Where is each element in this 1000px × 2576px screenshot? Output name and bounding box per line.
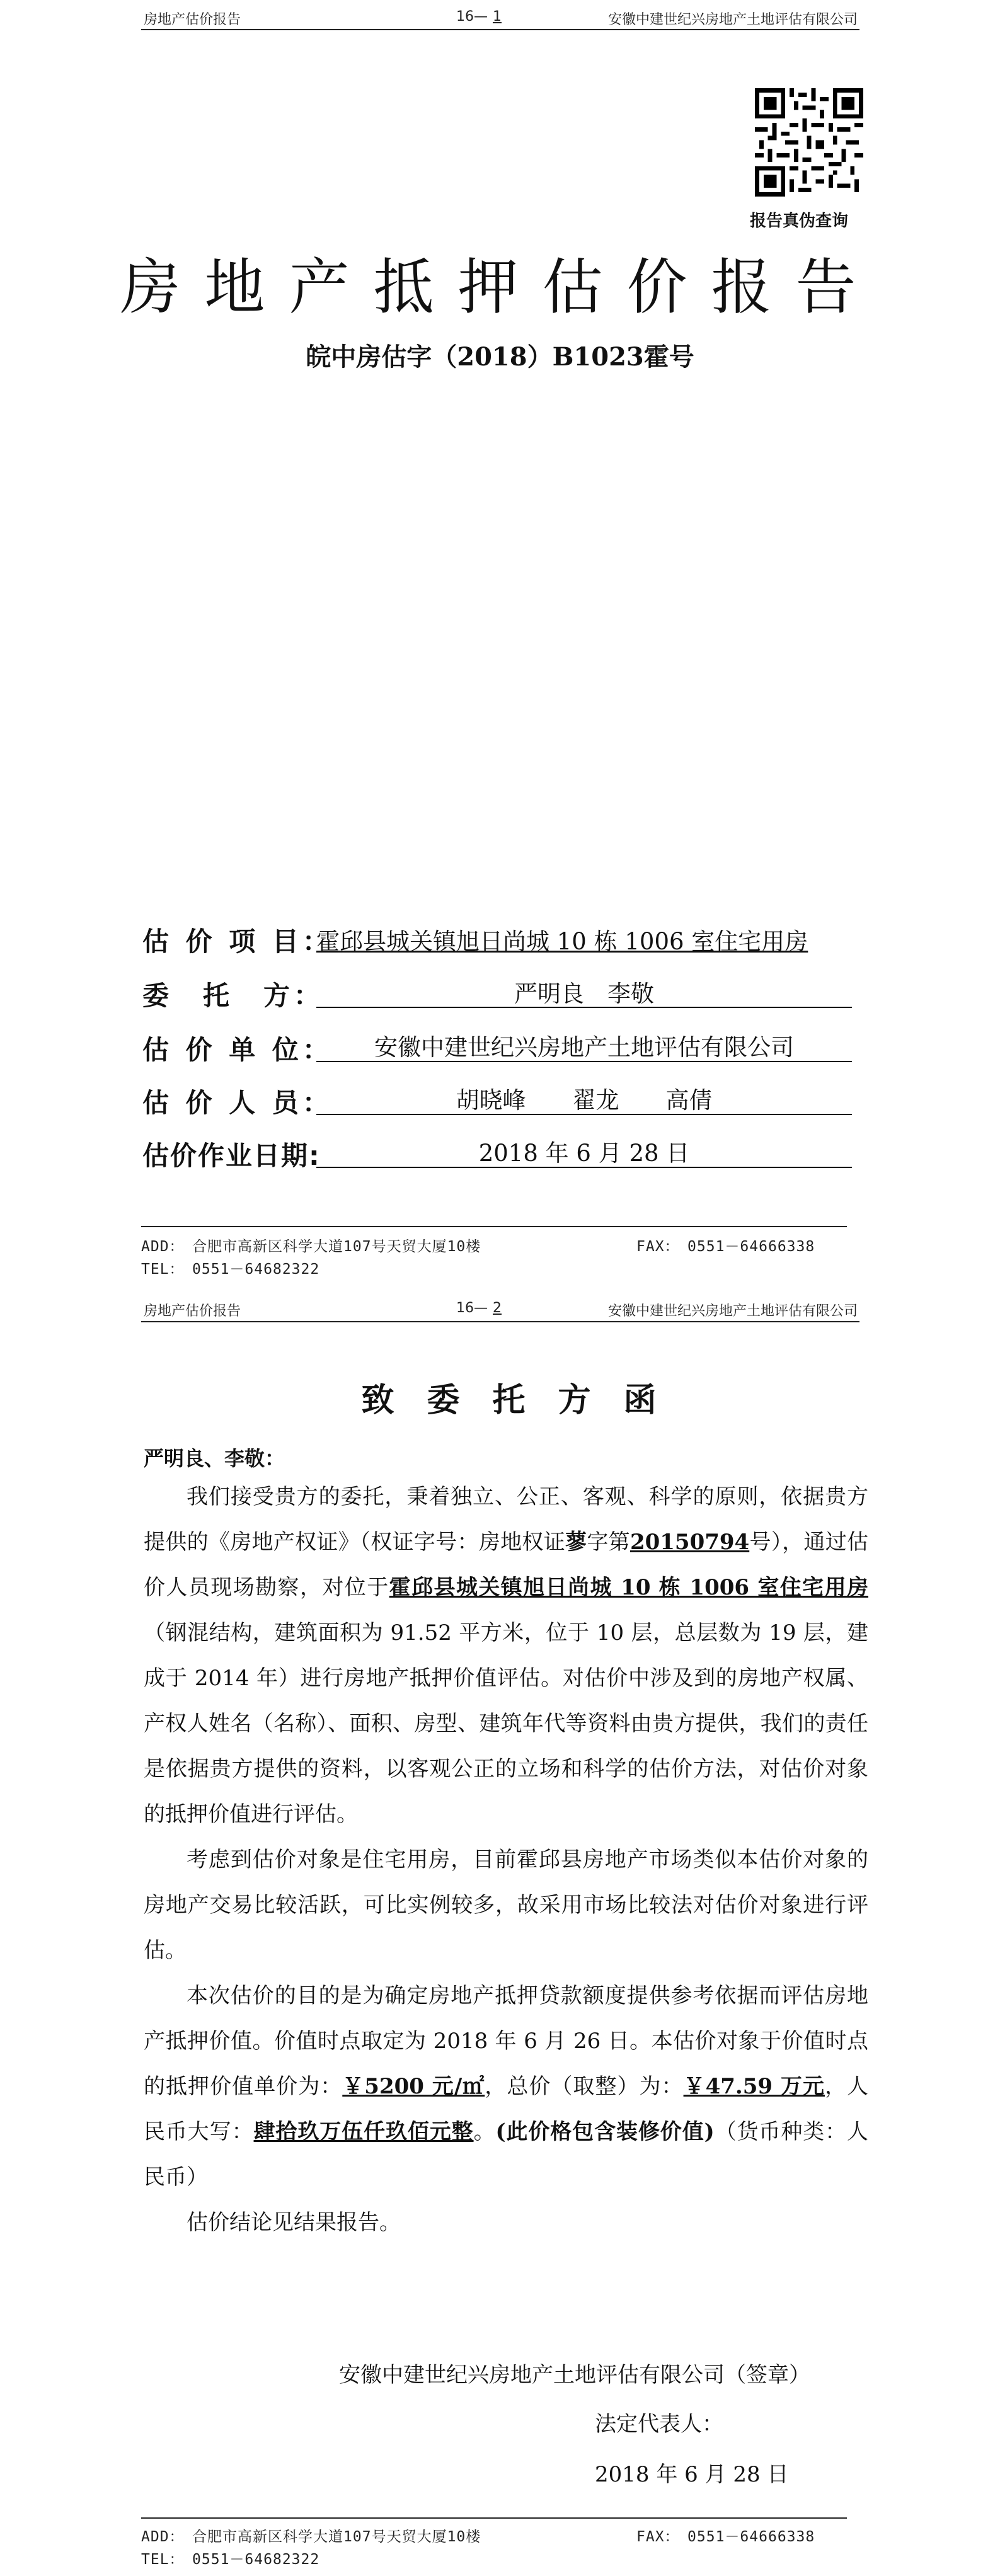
field-value-project: 霍邱县城关镇旭日尚城 10 栋 1006 室住宅用房 xyxy=(316,928,808,955)
header-right: 安徽中建世纪兴房地产土地评估有限公司 xyxy=(607,12,858,28)
p1-text-a: 我们接受贵方的委托，秉着独立、公正、客观、科学的原则，依据贵方提供的《房地产权证》（权证字号：房地权证 xyxy=(144,1484,868,1555)
report-number: 皖中房估字（2018）B1023霍号 xyxy=(306,342,694,372)
p3-text-g: 。 xyxy=(473,2119,496,2144)
report-title: 房地产抵押估价报告 xyxy=(120,252,880,323)
footer-rule xyxy=(141,1226,847,1227)
p1-text-c: 字第 xyxy=(587,1530,630,1555)
field-value-client: 严明良 李敬 xyxy=(514,980,654,1007)
unit-underline xyxy=(316,1061,852,1062)
p1-district: 蓼 xyxy=(565,1530,587,1555)
p1-property-address: 霍邱县城关镇旭日尚城 10 栋 1006 室住宅用房 xyxy=(389,1575,869,1600)
footer-fax: FAX： 0551－64666338 xyxy=(636,2529,815,2545)
paragraph-2: 考虑到估价对象是住宅用房，目前霍邱县房地产市场类似本估价对象的房地产交易比较活跃，可比实例较多，故采用市场比较法对估价对象进行评估。 xyxy=(144,1847,868,1963)
p1-cert-number: 20150794 xyxy=(629,1530,750,1555)
letter-title: 致委托方函 xyxy=(361,1382,689,1419)
footer-rule xyxy=(141,2517,847,2519)
paragraph-3 xyxy=(144,1973,868,2200)
header-page-number: 2 xyxy=(493,1300,502,1316)
field-label-appraisers: 估 价 人 员： xyxy=(142,1087,333,1118)
header-right: 安徽中建世纪兴房地产土地评估有限公司 xyxy=(607,1303,858,1319)
p3-currency: （货币种类：人民币） xyxy=(144,2119,869,2190)
header-prefix: 16— xyxy=(456,1300,488,1316)
header-rule xyxy=(141,1321,859,1322)
footer-tel: TEL： 0551－64682322 xyxy=(141,2551,320,2568)
field-value-date: 2018 年 6 月 28 日 xyxy=(478,1140,690,1167)
p3-unit-price: ￥5200 元/㎡ xyxy=(342,2074,485,2099)
p3-text-c: ，总价（取整）为： xyxy=(485,2074,684,2099)
footer-fax: FAX： 0551－64666338 xyxy=(636,1239,815,1255)
header-page xyxy=(456,1300,507,1316)
field-label-project: 估 价 项 目： xyxy=(142,926,333,957)
footer-address: ADD： 合肥市高新区科学大道107号天贸大厦10楼 xyxy=(141,2529,481,2545)
field-label-appraiser-unit: 估 价 单 位： xyxy=(142,1034,333,1065)
p1-text-e: 号），通过估价人员现场勘察，对位于 xyxy=(144,1530,869,1600)
paragraph-4: 估价结论见结果报告。 xyxy=(187,2210,401,2235)
p3-decoration-note: (此价格包含装修价值) xyxy=(495,2119,715,2144)
footer-address: ADD： 合肥市高新区科学大道107号天贸大厦10楼 xyxy=(141,1239,481,1255)
p3-amount-in-words: 肆拾玖万伍仟玖佰元整 xyxy=(253,2119,474,2144)
p3-text-a: 本次估价的目的是为确定房地产抵押贷款额度提供参考依据而评估房地产抵押价值。价值时点取定为 2018 年 6 月 26 日。本估价对象于价值时点的抵押价值单价为： xyxy=(144,1983,868,2099)
field-label-date: 估价作业日期: xyxy=(142,1140,321,1171)
footer-tel: TEL： 0551－64682322 xyxy=(141,1261,320,1278)
header-prefix: 16— xyxy=(456,9,488,25)
p1-text-g: （钢混结构，建筑面积为 91.52 平方米，位于 10 层，总层数为 19 层，建成于 2014 年）进行房地产抵押价值评估。对估价中涉及到的房地产权属、产权人姓名（名称）、面积、房型、建筑年代等资料由贵方提供，我们的责任是依据贵方提供的资料，以客观公正的立场和科学的估价方法，对估价对象的抵押价值进行评估。 xyxy=(144,1620,868,1827)
header-left: 房地产估价报告 xyxy=(144,12,241,28)
signature-date: 2018 年 6 月 28 日 xyxy=(595,2462,789,2487)
paragraph-1 xyxy=(144,1474,868,1837)
field-value-appraisers: 胡晓峰 翟龙 高倩 xyxy=(456,1087,713,1114)
p3-total-price: ￥47.59 万元 xyxy=(683,2074,825,2099)
appraisers-underline xyxy=(316,1114,852,1115)
date-underline xyxy=(316,1167,852,1168)
header-page xyxy=(456,9,507,25)
client-underline xyxy=(316,1007,852,1008)
header-page-number: 1 xyxy=(493,9,502,25)
salutation: 严明良、李敬： xyxy=(144,1446,285,1470)
signature-representative: 法定代表人： xyxy=(595,2412,723,2437)
header-left: 房地产估价报告 xyxy=(144,1303,241,1319)
header-rule xyxy=(141,29,859,30)
field-value-appraiser-unit: 安徽中建世纪兴房地产土地评估有限公司 xyxy=(374,1034,794,1061)
signature-company: 安徽中建世纪兴房地产土地评估有限公司（签章） xyxy=(339,2362,810,2388)
field-label-client: 委 托 方： xyxy=(142,980,325,1011)
p3-text-e: ，人民币大写： xyxy=(144,2074,869,2144)
qr-label: 报告真伪查询 xyxy=(750,212,849,231)
qr-code-icon[interactable] xyxy=(755,88,863,197)
